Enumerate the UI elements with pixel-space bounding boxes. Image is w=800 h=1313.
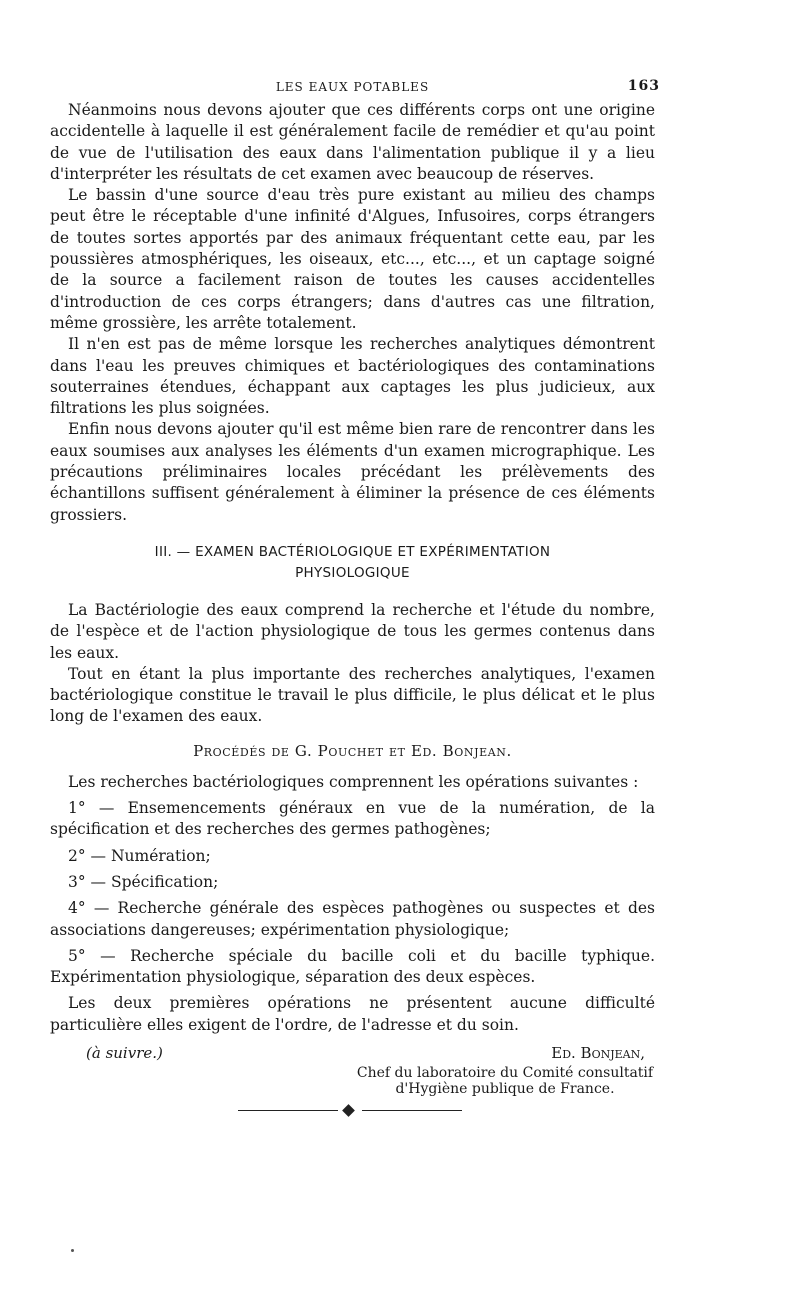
paragraph-intro-2: Le bassin d'une source d'eau très pure existant au milieu des champs peut être le réceptable d'une infinité d'Algues, Infusoires, corps étrangers de toutes sortes apportés par des animaux fréquentant cette eau, par les poussières atmosphériques, les oiseaux, etc..., etc..., et un captage soigné de la source a facilement raison de toutes les causes accidentelles d'introduction de ces corps étrangers; dans d'autres cas une filtration, même grossière, les arrête totalement. [50,186,655,332]
operation-item-2: 2° — Numération; [68,846,211,865]
section-heading-line-2: PHYSIOLOGIQUE [295,564,410,581]
ornament-line-left [238,1110,338,1111]
operation-item-4: 4° — Recherche générale des espèces pathogènes ou suspectes et des associations dangereuses; expérimentation physiologique; [50,899,655,939]
running-header [50,78,660,100]
ornament-line-right [362,1110,462,1111]
running-title: LES EAUX POTABLES [275,80,430,94]
section-heading [50,542,655,584]
operation-item-3: 3° — Spécification; [68,872,219,891]
page-number: 163 [627,78,660,94]
page-content [50,78,660,1116]
author-name: Ed. Bonjean, [551,1043,645,1062]
paragraph-intro-3: Il n'en est pas de même lorsque les recherches analytiques démontrent dans l'eau les preuves chimiques et bactériologiques des contaminations souterraines étendues, échappant aux captages les plus judicieux, aux filtrations les plus soignées. [50,335,655,418]
paragraph-section-1: La Bactériologie des eaux comprend la recherche et l'étude du nombre, de l'espèce et de l'action physiologique de tous les germes contenus dans les eaux. [50,600,655,662]
author-title-line-1: Chef du laboratoire du Comité consultatif [356,1064,654,1081]
author-title [355,1065,655,1097]
diamond-ornament-icon [342,1104,355,1117]
procedes-heading: Procédés de G. Pouchet et Ed. Bonjean. [193,741,512,760]
to-be-continued-note: (à suivre.) [86,1043,163,1062]
print-speck [71,1249,74,1252]
section-heading-line-1: III. — EXAMEN BACTÉRIOLOGIQUE ET EXPÉRIMENTATION [154,543,551,560]
operations-intro: Les recherches bactériologiques comprennent les opérations suivantes : [68,772,639,791]
operation-item-5: 5° — Recherche spéciale du bacille coli et du bacille typhique. Expérimentation physiologique, séparation des deux espèces. [50,946,655,987]
end-ornament-rule [238,1106,462,1116]
paragraph-intro-1: Néanmoins nous devons ajouter que ces différents corps ont une origine accidentelle à laquelle il est généralement facile de remédier et qu'au point de vue de l'utilisation des eaux dans l'alimentation publique il y a lieu d'interpréter les résultats de cet examen avec beaucoup de réserves. [50,101,655,183]
operation-item-1: 1° — Ensemencements généraux en vue de la numération, de la spécification et des recherches des germes pathogènes; [50,799,655,839]
paragraph-section-2: Tout en étant la plus importante des recherches analytiques, l'examen bactériologique constitue le travail le plus difficile, le plus délicat et le plus long de l'examen des eaux. [50,664,655,726]
paragraph-intro-4: Enfin nous devons ajouter qu'il est même bien rare de rencontrer dans les eaux soumises aux analyses les éléments d'un examen micrographique. Les précautions préliminaires locales précédant les prélèvements des échantillons suffisent généralement à éliminer la présence de ces éléments grossiers. [50,420,655,524]
author-title-line-2: d'Hygiène publique de France. [395,1080,615,1097]
closing-paragraph: Les deux premières opérations ne présentent aucune difficulté particulière elles exigent de l'ordre, de l'adresse et du soin. [50,994,655,1034]
